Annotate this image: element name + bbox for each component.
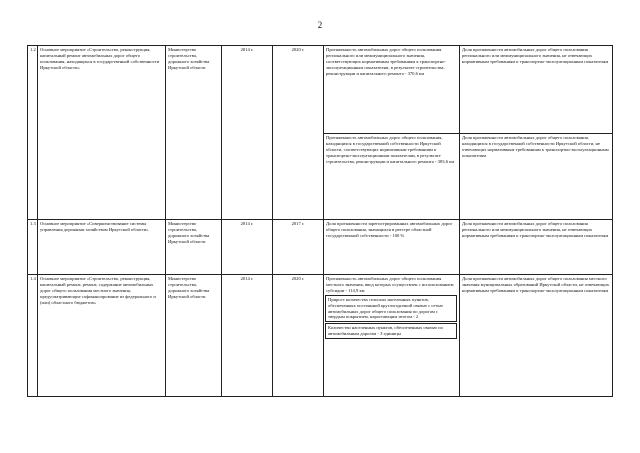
- start-year: 2014 г.: [222, 220, 273, 275]
- table-row: [28, 275, 613, 397]
- row-number: 1.3: [28, 220, 38, 275]
- end-year: 2020 г.: [273, 275, 324, 397]
- end-year: 2017 г.: [273, 220, 324, 275]
- executor: Министерство строительства, дорожного хозяйства Иркутской области: [166, 220, 222, 275]
- result-text: Прирост количества сельских населенных пунктов, обеспеченных постоянной круглогодичной связью с сетью автомобильных дорог общего пользования по дорогам с твердым покрытием, нарастающим итогом - 2: [325, 295, 457, 323]
- result-text: Протяженность автомобильных дорог общего пользования местного значения, ввод которых осуществлен с использованием субсидии - 114,9 км: [326, 276, 454, 293]
- end-year: 2020 г.: [273, 46, 324, 220]
- start-year: 2014 г.: [222, 275, 273, 397]
- indicator-text: Доля протяженности автомобильных дорог общего пользования местного значения муниципальных образований Иркутской области, не отвечающих нормативным требованиям к транспортно-эксплуатационным показателям: [460, 275, 613, 397]
- result-text: Протяженность автомобильных дорог общего пользования, находящихся в государственной собственности Иркутской области, соответствующих нормативным требованиям к транспортно-эксплуатационным показателям, в результате строительства, реконструкции и капитального ремонта - 383,6 км: [324, 134, 460, 220]
- event-name: Основное мероприятие «Строительство, реконструкция, капитальный ремонт автомобильных дорог общего пользования, находящихся в государственной собственности Иркутской области»: [38, 46, 166, 220]
- indicator-text: Доля протяженности автомобильных дорог общего пользования регионального или межмуниципального значения, не отвечающих нормативным требованиям к транспортно-эксплуатационным показателям: [460, 220, 613, 275]
- table-row: [28, 46, 613, 134]
- executor: Министерство строительства, дорожного хозяйства Иркутской области: [166, 275, 222, 397]
- executor: Министерство строительства, дорожного хозяйства Иркутской области: [166, 46, 222, 220]
- result-text: Доля протяженности зарегистрированных автомобильных дорог общего пользования, значащихся в реестре областной государственной собственности - 100 %: [324, 220, 460, 275]
- results-cell: [324, 275, 460, 397]
- table-row: [28, 220, 613, 275]
- indicator-text: Доля протяженности автомобильных дорог общего пользования регионального или межмуниципального значения, не отвечающих нормативным требованиям к транспортно-эксплуатационным показателям: [460, 46, 613, 134]
- event-name: Основное мероприятие «Строительство, реконструкция, капитальный ремонт, ремонт, содержание автомобильных дорог общего пользования местного значения, предусматривающие софинансирование из федерального и (или) областного бюджетов»: [38, 275, 166, 397]
- indicator-text: Доля протяженности автомобильных дорог общего пользования, находящихся в государственной собственности Иркутской области, не отвечающих нормативным требованиям к транспортно-эксплуатационным показателям: [460, 134, 613, 220]
- page-number: 2: [317, 20, 323, 30]
- event-name: Основное мероприятие «Совершенствование системы управления дорожным хозяйством Иркутской области»: [38, 220, 166, 275]
- row-number: 1.4: [28, 275, 38, 397]
- program-measures-table: [27, 45, 613, 397]
- row-number: 1.2: [28, 46, 38, 220]
- start-year: 2014 г.: [222, 46, 273, 220]
- result-text: Протяженность автомобильных дорог общего пользования регионального или межмуниципального значения, соответствующих нормативным требованиям к транспортно-эксплуатационным показателям, в результате строительства, реконструкции и капитального ремонта - 370,6 км: [324, 46, 460, 134]
- result-text: Количество населенных пунктов, обеспеченных связью по автомобильным дорогам - 3 единицы: [325, 323, 457, 339]
